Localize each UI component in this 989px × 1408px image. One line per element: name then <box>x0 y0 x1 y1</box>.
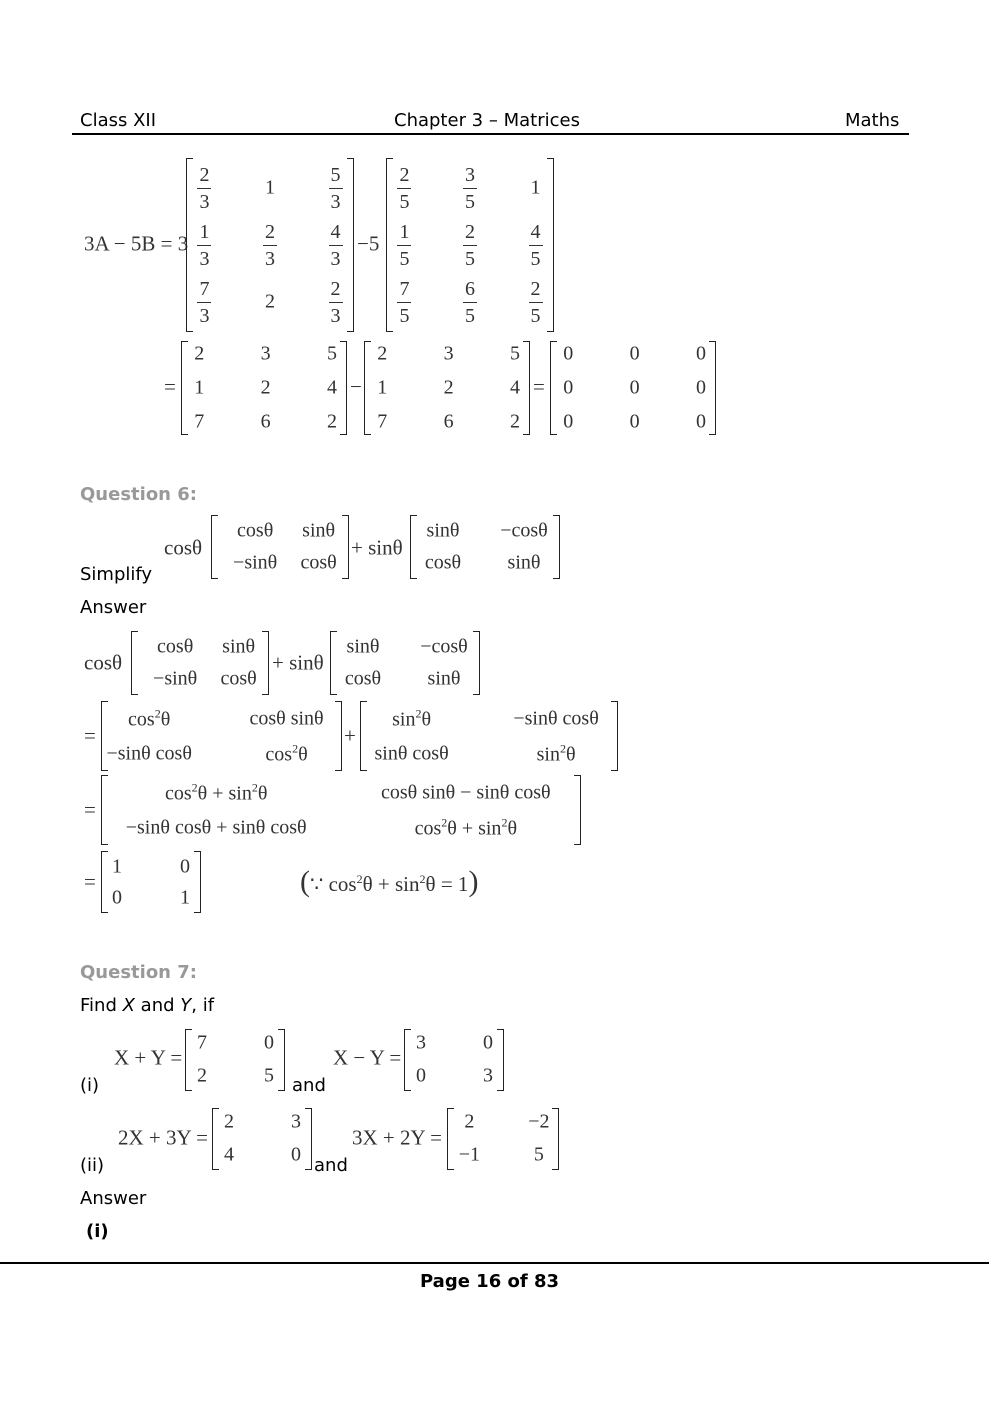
matrix-cell: 0 <box>563 410 574 433</box>
bracket-right <box>342 515 349 579</box>
bracket-right <box>194 851 201 913</box>
matrix-cell: 3 <box>443 342 454 365</box>
bracket-right <box>553 515 560 579</box>
bracket-left <box>101 851 108 913</box>
matrix-cell: 2 <box>224 1110 234 1133</box>
matrix-cell: $\cos^2\theta$ <box>128 706 171 730</box>
bracket-right <box>497 1029 504 1091</box>
q6-step2-matrix-b <box>360 701 618 771</box>
bracket-right <box>347 158 354 332</box>
matrix-cell: 1 <box>180 886 190 908</box>
matrix-cell: 3 <box>260 342 271 365</box>
header-rule <box>72 133 909 135</box>
matrix-cell: −cosθ <box>420 635 468 658</box>
matrix-cell: sinθ <box>346 635 380 658</box>
matrix-cell: 2 <box>194 342 205 365</box>
q6-matrix-a <box>211 515 349 579</box>
q7-i-lhs-2: X − Y = <box>333 1045 402 1070</box>
q6-step4-equals: = <box>84 869 96 894</box>
q6-step4-identity <box>101 851 201 913</box>
matrix-cell: cosθ sinθ − sinθ cosθ <box>380 781 551 803</box>
q6-step3-equals: = <box>84 797 96 822</box>
q7-part-ii-label: (ii) <box>80 1155 105 1176</box>
bracket-left <box>181 341 188 435</box>
matrix-cell: 0 <box>629 342 640 365</box>
bracket-right <box>523 341 530 435</box>
q6-step1-matrix-a <box>131 631 269 695</box>
matrix-cell: $\frac{4}{5}$ <box>530 221 541 270</box>
q6-step1-matrix-b <box>330 631 480 695</box>
bracket-left <box>364 341 371 435</box>
matrix-cell: 1 <box>265 176 275 199</box>
eq5-equals: = <box>164 374 176 399</box>
matrix-cell: 0 <box>264 1031 274 1054</box>
matrix-cell: 3 <box>483 1064 493 1087</box>
matrix-cell: 0 <box>291 1143 301 1166</box>
matrix-cell: 2 <box>377 342 388 365</box>
bracket-left <box>131 631 138 695</box>
matrix-cell: 0 <box>112 886 122 908</box>
matrix-cell: 0 <box>696 410 707 433</box>
bracket-right <box>709 341 716 435</box>
q6-identity-note: (∵ $\cos^2\theta + \sin^2\theta = 1$) <box>300 865 479 898</box>
matrix-cell: 2 <box>510 410 521 433</box>
matrix-cell: 0 <box>416 1064 426 1087</box>
footer-rule <box>0 1262 989 1264</box>
matrix-cell: 0 <box>563 376 574 399</box>
matrix-cell: −sinθ <box>153 667 198 690</box>
bracket-left <box>185 1029 192 1091</box>
matrix-cell: 2 <box>260 376 271 399</box>
matrix-cell: 1 <box>112 855 122 877</box>
q7-prompt-part: , if <box>191 995 215 1016</box>
q7-var-x: X <box>122 995 135 1016</box>
matrix-cell: cosθ <box>300 551 337 574</box>
q7-ii-lhs-1: 2X + 3Y = <box>118 1125 208 1150</box>
matrix-cell: $\frac{5}{3}$ <box>330 163 341 213</box>
q7-var-y: Y <box>180 995 192 1016</box>
matrix-cell: 0 <box>629 410 640 433</box>
matrix-cell: 0 <box>180 855 190 877</box>
matrix-cell: 6 <box>260 410 271 433</box>
matrix-cell: $\frac{1}{5}$ <box>399 221 410 270</box>
header-subject: Maths <box>845 110 900 131</box>
matrix-cell: −sinθ cosθ <box>106 742 192 764</box>
q7-ii-matrix-2 <box>447 1108 559 1170</box>
matrix-cell: −sinθ <box>233 551 278 574</box>
matrix-cell: 5 <box>533 1143 544 1166</box>
matrix-cell: 7 <box>377 410 388 433</box>
matrix-cell: $\frac{2}{5}$ <box>530 278 541 328</box>
eq5-equals-2: = <box>533 374 545 399</box>
question-7-heading: Question 7: <box>80 962 197 983</box>
matrix-cell: $\frac{3}{5}$ <box>465 163 475 213</box>
matrix-cell: sinθ <box>426 519 460 542</box>
matrix-cell: 4 <box>224 1143 234 1166</box>
matrix-cell: $\frac{2}{3}$ <box>330 278 341 328</box>
q7-i-lhs-1: X + Y = <box>114 1045 183 1070</box>
bracket-right <box>473 631 480 695</box>
matrix-cell: −1 <box>458 1143 481 1166</box>
eq5-matrix-zero <box>550 341 716 435</box>
page-number: Page 16 of 83 <box>419 1271 560 1292</box>
matrix-cell: 4 <box>327 376 338 399</box>
matrix-cell: 2 <box>464 1110 475 1133</box>
q6-step1-cos: cosθ <box>84 650 123 675</box>
q7-ii-and: and <box>314 1155 348 1176</box>
q6-answer-label: Answer <box>80 597 147 618</box>
matrix-cell: 6 <box>443 410 454 433</box>
matrix-cell: 2 <box>443 376 454 399</box>
bracket-right <box>262 631 269 695</box>
bracket-left <box>360 701 367 771</box>
matrix-cell: $\frac{4}{3}$ <box>330 221 341 270</box>
matrix-cell: $\cos^2\theta$ <box>265 741 308 765</box>
bracket-left <box>386 158 393 332</box>
matrix-cell: 2 <box>197 1064 207 1087</box>
bracket-left <box>211 515 218 579</box>
q6-step1-plus-sin: + sinθ <box>272 650 324 675</box>
question-6-heading: Question 6: <box>80 484 197 505</box>
matrix-cell: cosθ sinθ <box>249 707 324 729</box>
matrix-cell: 3 <box>416 1031 426 1054</box>
matrix-cell: 7 <box>194 410 205 433</box>
q6-plus-sin: + sinθ <box>351 535 403 560</box>
matrix-cell: sinθ <box>302 519 336 542</box>
q7-ii-lhs-2: 3X + 2Y = <box>352 1125 442 1150</box>
matrix-cell: $\frac{2}{3}$ <box>265 221 275 270</box>
matrix-cell: 0 <box>696 342 707 365</box>
q7-part-i-label: (i) <box>80 1075 100 1096</box>
matrix-cell: 1 <box>530 176 541 199</box>
matrix-cell: cosθ <box>157 635 194 658</box>
matrix-cell: 4 <box>510 376 521 399</box>
matrix-cell: sinθ <box>427 667 461 690</box>
matrix-cell: 5 <box>264 1064 274 1087</box>
matrix-cell: 5 <box>327 342 338 365</box>
matrix-cell: 2 <box>327 410 338 433</box>
header-class: Class XII <box>80 110 157 131</box>
q6-simplify-label: Simplify <box>80 564 153 585</box>
q7-prompt-part: and <box>134 995 181 1016</box>
bracket-right <box>340 341 347 435</box>
bracket-right <box>574 775 581 845</box>
bracket-right <box>335 701 342 771</box>
matrix-cell: $\cos^2\theta + \sin^2\theta$ <box>164 780 268 804</box>
q7-i-matrix-1 <box>185 1029 285 1091</box>
bracket-left <box>212 1108 219 1170</box>
header-chapter: Chapter 3 – Matrices <box>394 110 580 131</box>
matrix-cell: cosθ <box>220 667 257 690</box>
matrix-cell: 0 <box>483 1031 493 1054</box>
bracket-left <box>447 1108 454 1170</box>
matrix-cell: −sinθ cosθ + sinθ cosθ <box>125 816 307 838</box>
matrix-cell: $\frac{7}{3}$ <box>199 278 210 328</box>
matrix-cell: 5 <box>510 342 521 365</box>
bracket-right <box>305 1108 312 1170</box>
matrix-cell: 3 <box>291 1110 301 1133</box>
q6-cos-coeff: cosθ <box>164 535 203 560</box>
matrix-cell: $\sin^2\theta$ <box>536 741 576 765</box>
q6-step2-equals: = <box>84 723 96 748</box>
matrix-cell: $\frac{7}{5}$ <box>399 278 410 328</box>
bracket-left <box>550 341 557 435</box>
bracket-right <box>547 158 554 332</box>
bracket-left <box>404 1029 411 1091</box>
matrix-cell: sinθ <box>222 635 256 658</box>
eq5-minus: − <box>350 374 362 399</box>
matrix-cell: 7 <box>197 1031 207 1054</box>
matrix-cell: cosθ <box>424 551 462 574</box>
eq5-minus5: −5 <box>357 231 380 256</box>
matrix-cell: −cosθ <box>500 519 548 542</box>
q7-ii-matrix-1 <box>212 1108 312 1170</box>
q7-prompt <box>80 995 214 1016</box>
q6-step3-matrix <box>101 775 581 845</box>
eq5-matrix-4 <box>364 341 530 435</box>
q7-answer-label: Answer <box>80 1188 147 1209</box>
eq5-matrix-2 <box>386 158 554 332</box>
matrix-cell: 0 <box>563 342 574 365</box>
matrix-cell: 1 <box>377 376 388 399</box>
bracket-left <box>410 515 417 579</box>
bracket-left <box>330 631 337 695</box>
matrix-cell: sinθ <box>507 551 541 574</box>
matrix-cell: 2 <box>265 290 275 313</box>
matrix-cell: $\sin^2\theta$ <box>392 706 432 730</box>
eq5-matrix-3 <box>181 341 347 435</box>
q7-prompt-part: Find <box>80 995 123 1016</box>
q6-matrix-b <box>410 515 560 579</box>
eq5-matrix-1 <box>186 158 354 332</box>
matrix-cell: 0 <box>629 376 640 399</box>
matrix-cell: −sinθ cosθ <box>513 707 599 729</box>
bracket-right <box>278 1029 285 1091</box>
q7-i-matrix-2 <box>404 1029 504 1091</box>
matrix-cell: cosθ <box>237 519 274 542</box>
bracket-right <box>611 701 618 771</box>
matrix-cell: 0 <box>696 376 707 399</box>
matrix-cell: $\frac{2}{3}$ <box>199 163 210 213</box>
bracket-right <box>552 1108 559 1170</box>
matrix-cell: −2 <box>528 1110 550 1133</box>
matrix-cell: sinθ cosθ <box>374 742 449 764</box>
matrix-cell: $\frac{6}{5}$ <box>465 278 475 328</box>
eq5-lhs: 3A − 5B = 3 <box>84 231 189 256</box>
matrix-cell: $\frac{2}{5}$ <box>399 163 410 213</box>
q6-step2-plus: + <box>344 723 356 748</box>
q7-i-and: and <box>292 1075 326 1096</box>
matrix-cell: 1 <box>194 376 205 399</box>
bracket-left <box>101 775 108 845</box>
matrix-cell: $\frac{2}{5}$ <box>465 221 475 270</box>
matrix-cell: $\cos^2\theta + \sin^2\theta$ <box>414 815 518 839</box>
q6-step2-matrix-a <box>101 701 342 771</box>
matrix-cell: cosθ <box>344 667 382 690</box>
q7-answer-part-i: (i) <box>86 1221 109 1242</box>
bracket-left <box>186 158 193 332</box>
matrix-cell: $\frac{1}{3}$ <box>199 221 210 270</box>
